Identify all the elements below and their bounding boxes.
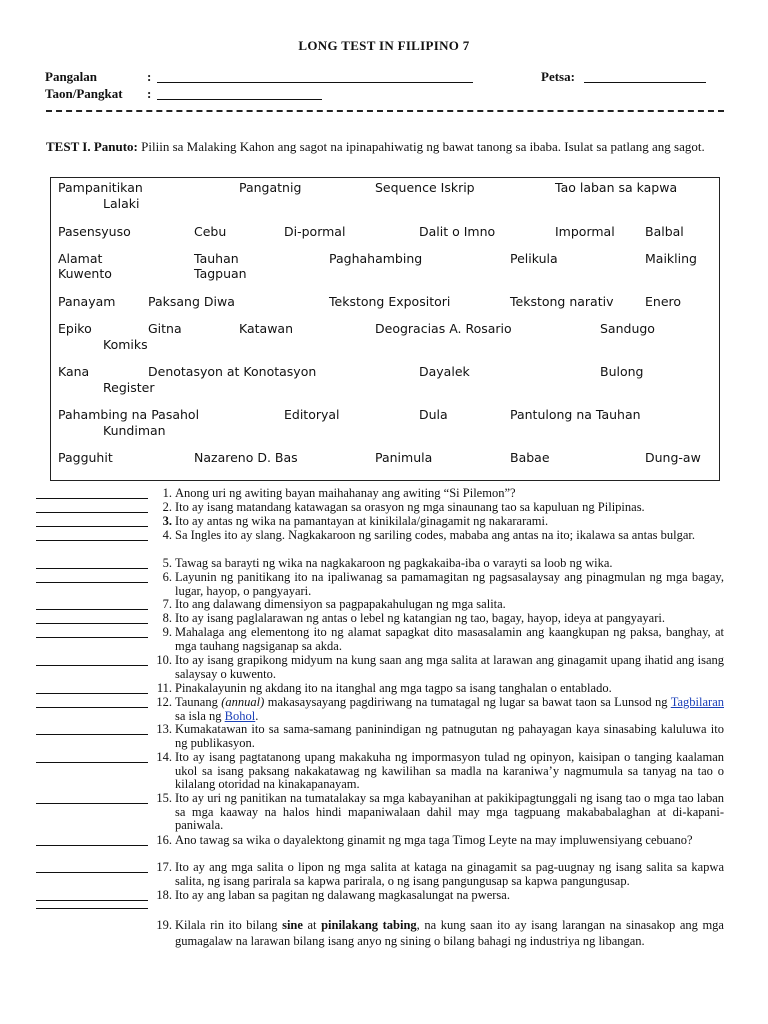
- choice-item: Pasensyuso: [58, 224, 131, 239]
- answer-blank[interactable]: [36, 734, 148, 735]
- choice-item: Pelikula: [510, 251, 558, 266]
- question-text: Ano tawag sa wika o dayalektong ginamit ng mga taga Timog Leyte na may impluwensiyang cebuano?: [175, 833, 693, 847]
- answer-blank[interactable]: [36, 845, 148, 846]
- question-number: 18.: [156, 888, 172, 902]
- question-number: 15.: [156, 791, 172, 805]
- question-number: 6.: [162, 570, 172, 584]
- choice-item: Pangatnig: [239, 180, 302, 195]
- choice-item: Komiks: [103, 337, 148, 352]
- year-label: Taon/Pangkat: [45, 86, 123, 101]
- question-number: 7.: [162, 597, 172, 611]
- choice-item: Maikling: [645, 251, 697, 266]
- answer-blank[interactable]: [36, 623, 148, 624]
- test-title: LONG TEST IN FILIPINO 7: [298, 38, 470, 53]
- question-number: 8.: [162, 611, 172, 625]
- answer-blank[interactable]: [36, 908, 148, 909]
- question-text: Ito ay isang matandang katawagan sa orasyon ng mga sinaunang tao sa kapuluan ng Pilipinas.: [175, 500, 645, 514]
- choice-item: Kundiman: [103, 423, 166, 438]
- choice-item: Pampanitikan: [58, 180, 143, 195]
- answer-blank[interactable]: [36, 582, 148, 583]
- question-number: 19.: [156, 918, 172, 932]
- choice-item: Kana: [58, 364, 90, 379]
- choice-item: Bulong: [600, 364, 644, 379]
- choice-item: Babae: [510, 450, 550, 465]
- choice-item: Sandugo: [600, 321, 655, 336]
- choice-item: Dung-aw: [645, 450, 701, 465]
- choice-item: Editoryal: [284, 407, 340, 422]
- question-text: Ito ay isang paglalarawan ng antas o lebel ng katangian ng tao, bagay, hayop, ideya at pangyayari.: [175, 611, 665, 625]
- question-text: Taunang (annual) makasaysayang pagdiriwang na tumatagal ng lugar sa bawat taon sa Lunsod ng Tagbilaran sa isla ng Bohol.: [175, 695, 724, 723]
- choice-item: Kuwento: [58, 266, 112, 281]
- choice-item: Deogracias A. Rosario: [375, 321, 512, 336]
- answer-blank[interactable]: [36, 609, 148, 610]
- question-number: 12.: [156, 695, 172, 709]
- year-colon: :: [147, 86, 152, 101]
- question-text: Ito ay ang mga salita o lipon ng mga salita at kataga na ginagamit sa pag-uugnay ng isang salita sa kapwa salita, ng isang parirala sa kapwa parirala, o ng isang pangungusap sa kapwa pangungusap.: [175, 860, 724, 888]
- question-text: Ito ay isang pagtatanong upang makakuha ng impormasyon tulad ng opinyon, kaisipan o tanging kaalaman ukol sa isang paksang nakakatawag ng kawilihan sa madla na karaniwa’y nagmumula sa tanyag na tao o kilalang otoridad na kinakapanayam.: [175, 750, 724, 791]
- name-label: Pangalan: [45, 69, 98, 84]
- question-text: Pinakalayunin ng akdang ito na itanghal ang mga tagpo sa isang tanghalan o entablado.: [175, 681, 612, 695]
- answer-blank[interactable]: [36, 803, 148, 804]
- question-number: 13.: [156, 722, 172, 736]
- answer-blank[interactable]: [36, 568, 148, 569]
- question-number: 4.: [162, 528, 172, 542]
- answer-blank[interactable]: [36, 540, 148, 541]
- choice-item: Dalit o Imno: [419, 224, 496, 239]
- answer-blank[interactable]: [36, 762, 148, 763]
- choice-item: Pantulong na Tauhan: [510, 407, 641, 422]
- question-text: Ito ay uri ng panitikan na tumatalakay sa mga kabayanihan at pakikipagtunggali ng isang tao o mga tao laban sa mga kaaway na halos hindi mapaniwalaan dahil may mga tagpuang makababalaghan at di-kapani-paniwala.: [175, 791, 724, 832]
- choice-item: Register: [103, 380, 155, 395]
- question-number: 14.: [156, 750, 172, 764]
- name-colon: :: [147, 69, 152, 84]
- question-text: Ito ay isang grapikong midyum na kung saan ang mga salita at larawan ang ginagamit upang ihatid ang isang salaysay o kuwento.: [175, 653, 724, 681]
- choice-item: Enero: [645, 294, 682, 309]
- dashed-divider: [46, 110, 724, 112]
- choice-item: Tekstong Expositori: [329, 294, 451, 309]
- choice-item: Balbal: [645, 224, 684, 239]
- answer-blank[interactable]: [36, 512, 148, 513]
- choice-item: Paghahambing: [329, 251, 423, 266]
- choice-item: Paksang Diwa: [148, 294, 235, 309]
- bohol-link[interactable]: Bohol: [224, 708, 256, 723]
- choice-item: Pagguhit: [58, 450, 113, 465]
- question-text: Ito ang dalawang dimensiyon sa pagpapakahulugan ng mga salita.: [175, 597, 506, 611]
- instructions-text: Piliin sa Malaking Kahon ang sagot na ipinapahiwatig ng bawat tanong sa ibaba. Isulat sa patlang ang sagot.: [141, 139, 705, 154]
- question-text: Tawag sa barayti ng wika na nagkakaroon ng pagkakaiba-iba o varayti sa loob ng wika.: [175, 556, 613, 570]
- answer-blank[interactable]: [36, 637, 148, 638]
- answer-blank[interactable]: [36, 498, 148, 499]
- name-field[interactable]: [157, 82, 473, 83]
- choice-item: Tekstong narativ: [510, 294, 614, 309]
- answer-blank[interactable]: [36, 707, 148, 708]
- date-label: Petsa:: [541, 69, 575, 84]
- choice-item: Di-pormal: [284, 224, 346, 239]
- choice-item: Gitna: [148, 321, 182, 336]
- question-number: 3.: [162, 514, 172, 528]
- choice-item: Panimula: [375, 450, 433, 465]
- answer-blank[interactable]: [36, 526, 148, 527]
- question-number: 5.: [162, 556, 172, 570]
- question-text: Sa Ingles ito ay slang. Nagkakaroon ng sariling codes, mababa ang antas na ito; ikalawa sa antas bulgar.: [175, 528, 695, 542]
- choice-item: Sequence Iskrip: [375, 180, 475, 195]
- answer-blank[interactable]: [36, 872, 148, 873]
- choice-item: Tagpuan: [194, 266, 247, 281]
- question-number: 2.: [162, 500, 172, 514]
- question-number: 9.: [162, 625, 172, 639]
- choice-item: Tao laban sa kapwa: [555, 180, 678, 195]
- question-number: 1.: [162, 486, 172, 500]
- question-text: Kilala rin ito bilang sine at pinilakang tabing, na kung saan ito ay isang larangan na sinasakop ang mga gumagalaw na larawan bilang isang anyo ng sining o bilang bahagi ng industriya ng libangan.: [175, 918, 724, 948]
- question-number: 17.: [156, 860, 172, 874]
- question-text: Ito ay antas ng wika na pamantayan at kinikilala/ginagamit ng nakararami.: [175, 514, 549, 528]
- choice-item: Tauhan: [194, 251, 239, 266]
- choice-item: Impormal: [555, 224, 615, 239]
- choice-item: Dula: [419, 407, 448, 422]
- question-text: Layunin ng panitikang ito na ipaliwanag sa pamamagitan ng pagsasalaysay ang pinagmulan ng mga bagay, lugar, hayop, o pangyayari.: [175, 570, 724, 598]
- choice-item: Panayam: [58, 294, 116, 309]
- choice-item: Lalaki: [103, 196, 140, 211]
- question-text: Ito ay ang laban sa pagitan ng dalawang magkasalungat na pwersa.: [175, 888, 510, 902]
- date-field[interactable]: [584, 82, 706, 83]
- answer-blank[interactable]: [36, 665, 148, 666]
- tagbilaran-link[interactable]: Tagbilaran: [670, 695, 724, 709]
- year-section-field[interactable]: [157, 99, 322, 100]
- choice-item: Katawan: [239, 321, 294, 336]
- question-number: 16.: [156, 833, 172, 847]
- answer-blank[interactable]: [36, 900, 148, 901]
- choice-item: Epiko: [58, 321, 92, 336]
- question-text: Kumakatawan ito sa sama-samang paninindigan ng patnugutan ng pahayagan kaya sinasabing kaluluwa ito ng publikasyon.: [175, 722, 724, 750]
- question-text: Mahalaga ang elementong ito ng alamat sapagkat dito masasalamin ang kaangkupan ng paksa, banghay, at mga tauhang nagsiganap sa akda.: [175, 625, 724, 653]
- choice-item: Cebu: [194, 224, 227, 239]
- instructions: [46, 139, 722, 155]
- question-number: 10.: [156, 653, 172, 667]
- choice-item: Nazareno D. Bas: [194, 450, 298, 465]
- instructions-label: TEST I. Panuto:: [46, 139, 138, 154]
- choice-item: Alamat: [58, 251, 103, 266]
- answer-blank[interactable]: [36, 693, 148, 694]
- question-text: Anong uri ng awiting bayan maihahanay ang awiting “Si Pilemon”?: [175, 486, 516, 500]
- choice-item: Pahambing na Pasahol: [58, 407, 200, 422]
- choice-item: Denotasyon at Konotasyon: [148, 364, 317, 379]
- choice-item: Dayalek: [419, 364, 470, 379]
- question-number: 11.: [156, 681, 172, 695]
